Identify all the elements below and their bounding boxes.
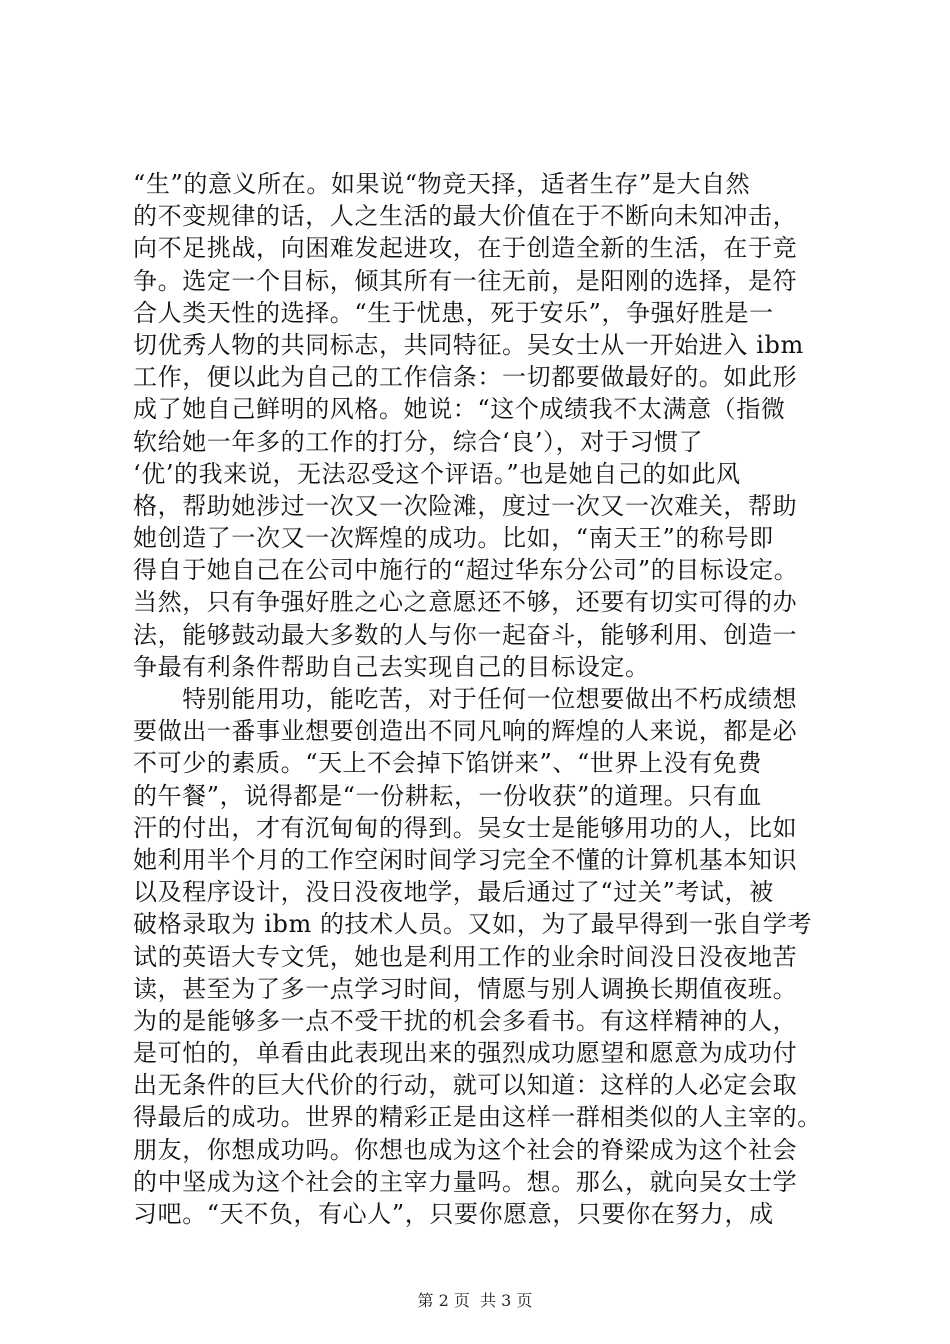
- text-line: 试的英语大专文凭，她也是利用工作的业余时间没日没夜地苦: [133, 942, 798, 971]
- text-line: 要做出一番事业想要创造出不同凡响的辉煌的人来说，都是必: [133, 717, 798, 746]
- text-line: 争。选定一个目标，倾其所有一往无前，是阳刚的选择，是符: [133, 266, 798, 295]
- text-line: 特别能用功，能吃苦，对于任何一位想要做出不朽成绩想: [133, 685, 798, 713]
- text-line: 是可怕的，单看由此表现出来的强烈成功愿望和愿意为成功付: [133, 1039, 798, 1068]
- text-line: “生”的意义所在。如果说“物竞天择，适者生存”是大自然: [133, 170, 751, 198]
- text-line: 得自于她自己在公司中施行的“超过华东分公司”的目标设定。: [133, 556, 799, 585]
- text-line: 读，甚至为了多一点学习时间，情愿与别人调换长期值夜班。: [133, 974, 798, 1003]
- text-line: 向不足挑战，向困难发起进攻，在于创造全新的生活，在于竞: [133, 234, 798, 263]
- text-line: 习吧。“天不负，有心人”，只要你愿意，只要你在努力，成: [133, 1200, 774, 1228]
- page-footer: [0, 1288, 950, 1311]
- text-line: 她创造了一次又一次辉煌的成功。比如，“南天王”的称号即: [133, 524, 774, 553]
- text-line: 的不变规律的话，人之生活的最大价值在于不断向未知冲击，: [133, 202, 798, 231]
- page-number-label: 第 2 页 共 3 页: [417, 1291, 533, 1310]
- text-line: 的中坚成为这个社会的主宰力量吗。想。那么，就向吴女士学: [133, 1167, 798, 1196]
- text-line: 的午餐”，说得都是“一份耕耘，一份收获”的道理。只有血: [133, 781, 763, 810]
- text-line: ‘优’的我来说，无法忍受这个评语。”也是她自己的如此风: [133, 459, 741, 488]
- text-line: 得最后的成功。世界的精彩正是由这样一群相类似的人主宰的。: [133, 1103, 822, 1132]
- text-line: 她利用半个月的工作空闲时间学习完全不懂的计算机基本知识: [133, 845, 798, 874]
- text-line: 格，帮助她涉过一次又一次险滩，度过一次又一次难关，帮助: [133, 491, 798, 520]
- text-line: 法，能够鼓动最大多数的人与你一起奋斗，能够利用、创造一: [133, 620, 798, 649]
- text-line: 为的是能够多一点不受干扰的机会多看书。有这样精神的人，: [133, 1006, 798, 1035]
- text-line: 成了她自己鲜明的风格。她说：“这个成绩我不太满意（指微: [133, 395, 786, 424]
- text-line: 以及程序设计，没日没夜地学，最后通过了“过关”考试，被: [133, 878, 774, 907]
- text-line: 不可少的素质。“天上不会掉下馅饼来”、“世界上没有免费: [133, 749, 763, 778]
- text-line: 出无条件的巨大代价的行动，就可以知道：这样的人必定会取: [133, 1071, 798, 1100]
- text-line: 汗的付出，才有沉甸甸的得到。吴女士是能够用功的人，比如: [133, 813, 798, 842]
- text-line: 争最有利条件帮助自己去实现自己的目标设定。: [133, 652, 650, 681]
- text-line: 破格录取为 ibm 的技术人员。又如，为了最早得到一张自学考: [133, 910, 813, 939]
- text-line: 切优秀人物的共同标志，共同特征。吴女士从一开始进入 ibm: [133, 330, 804, 359]
- document-body: [133, 168, 833, 1230]
- text-line: 软给她一年多的工作的打分，综合‘良’），对于习惯了: [133, 427, 704, 456]
- text-line: 合人类天性的选择。“生于忧患，死于安乐”，争强好胜是一: [133, 298, 774, 327]
- text-line: 工作，便以此为自己的工作信条：一切都要做最好的。如此形: [133, 363, 798, 392]
- text-line: 当然，只有争强好胜之心之意愿还不够，还要有切实可得的办: [133, 588, 798, 617]
- text-line: 朋友，你想成功吗。你想也成为这个社会的脊梁成为这个社会: [133, 1135, 798, 1164]
